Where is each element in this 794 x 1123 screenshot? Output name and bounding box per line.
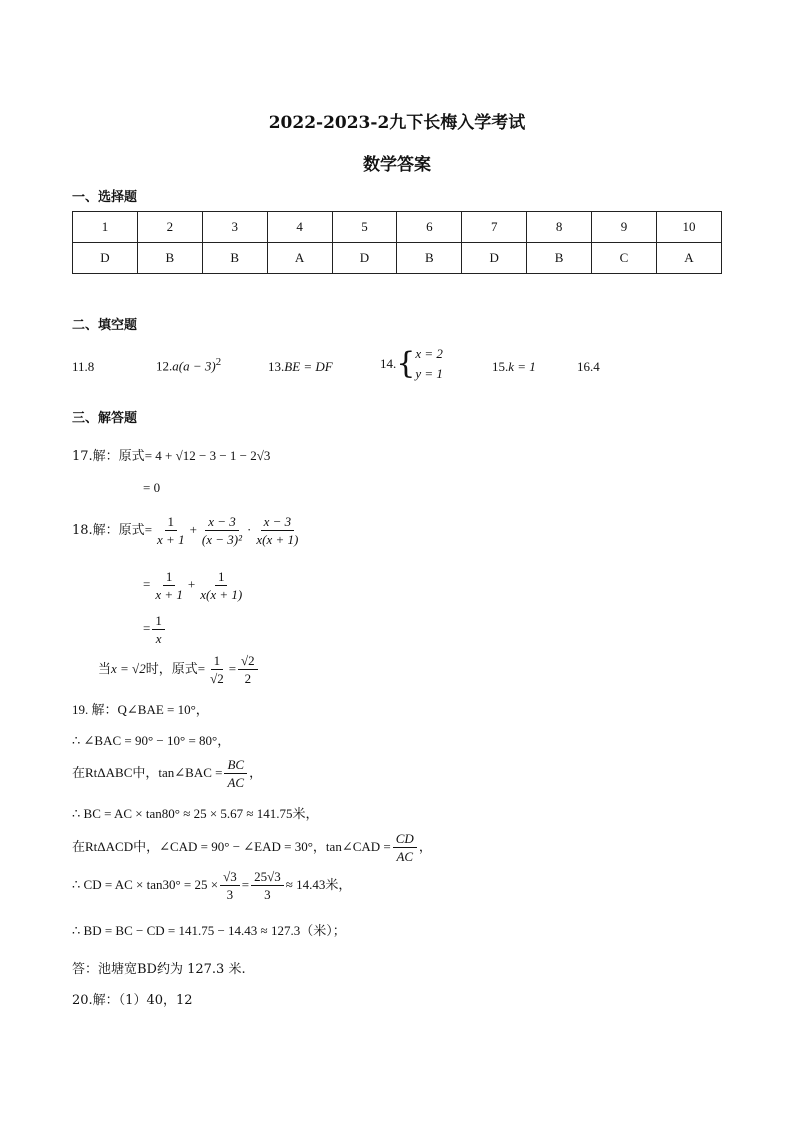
q17-line-2: = 0 (143, 480, 161, 495)
answer-14-label: 14. (380, 356, 397, 371)
frac-den: x + 1 (157, 532, 185, 547)
q19-line-5 (72, 830, 432, 865)
table-cell: A (267, 243, 332, 274)
answer-13 (268, 359, 333, 375)
answer-14 (380, 344, 443, 384)
table-cell: 5 (332, 212, 397, 243)
frac-den: √2 (210, 671, 224, 686)
frac-den: x (155, 631, 162, 646)
table-cell: 8 (527, 212, 592, 243)
q18-line-4: 当x = √2时，原式= $\frac{1}{√2}$ = $\frac{√2}{2}$ (98, 652, 260, 687)
frac-num: 1 (215, 568, 228, 586)
page-title: 2022-2023-2九下长梅入学考试 (268, 113, 526, 133)
section-heading-fill: 二、填空题 (72, 318, 138, 333)
q18-shi: 时，原式 (145, 662, 198, 677)
frac-num: CD (393, 830, 417, 848)
answer-12-label: 12. (156, 358, 173, 374)
frac-den: x + 1 (155, 587, 183, 602)
answer-15-expr: k = 1 (508, 359, 536, 374)
q17-expr: = 4 + √12 − 3 − 1 − 2√3 (144, 448, 271, 463)
q19-answer: 答：池塘宽BD约为 127.3 米. (72, 962, 246, 977)
answer-12-expr: a(a − 3) (172, 358, 216, 374)
table-cell: C (592, 243, 657, 274)
table-cell: 7 (462, 212, 527, 243)
page-subtitle: 数学答案 (363, 155, 431, 175)
table-cell: B (397, 243, 462, 274)
table-cell: A (656, 243, 721, 274)
table-cell: D (332, 243, 397, 274)
frac-den: AC (227, 775, 245, 790)
frac-num: x − 3 (261, 513, 295, 531)
table-cell: 6 (397, 212, 462, 243)
q19-line-1: 19. 解：Q∠BAE = 10°， (72, 702, 209, 717)
frac-num: x − 3 (205, 513, 239, 531)
answer-15-label: 15. (492, 359, 509, 374)
answer-16: 16.4 (577, 359, 600, 374)
frac-num: 25√3 (251, 868, 284, 886)
frac-den: AC (396, 849, 414, 864)
q18-when: 当 (98, 662, 112, 677)
q18-label: 18.解：原式 (72, 523, 145, 538)
answer-13-expr: BE = DF (284, 359, 333, 374)
frac-num: 1 (211, 652, 224, 670)
frac-num: √2 (238, 652, 258, 670)
q17-line-1 (72, 445, 270, 464)
answer-11: 11.8 (72, 359, 95, 374)
frac-den: 3 (264, 887, 271, 902)
q19-line-5-text: 在RtΔACD中，∠CAD = 90° − ∠EAD = 30°，tan∠CAD = (72, 839, 391, 854)
table-cell: D (73, 243, 138, 274)
frac-den: x(x + 1) (200, 587, 243, 602)
frac-den: 2 (244, 671, 252, 686)
table-cell: 10 (656, 212, 721, 243)
answer-14-x: x = 2 (415, 346, 443, 361)
frac-den: 3 (226, 887, 234, 902)
q20-line-1: 20.解：（1）40，12 (72, 993, 193, 1008)
answer-13-label: 13. (268, 359, 285, 374)
q17-label: 17.解：原式 (72, 449, 145, 464)
q18-line-1: 18.解：原式= $\frac{1}{x + 1}$ + $\frac{x - 3}{\text{(x − 3)²}}$ · $\frac{x - 3}{x(x + 1)}$ (72, 513, 303, 548)
table-cell: B (137, 243, 202, 274)
q19-line-7: ∴ BD = BC − CD = 141.75 − 14.43 ≈ 127.3（米）； (72, 923, 346, 938)
section-heading-choice: 一、选择题 (72, 190, 138, 205)
brace-icon: { (396, 346, 416, 381)
section-heading-solve: 三、解答题 (72, 411, 138, 426)
q19-line-2: ∴ ∠BAC = 90° − 10° = 80°， (72, 733, 231, 748)
table-row-numbers (73, 212, 722, 243)
answer-15 (492, 359, 536, 375)
table-cell: B (527, 243, 592, 274)
frac-den: (x − 3)² (201, 532, 243, 547)
frac-den: x(x + 1) (256, 532, 299, 547)
q18-line-2: = $\frac{1}{x + 1}$ + $\frac{1}{x(x + 1)}$ (143, 568, 247, 603)
table-cell: 4 (267, 212, 332, 243)
q18-line-3: = $\frac{1}{x}$ (143, 612, 167, 647)
frac-num: BC (224, 756, 247, 774)
q19-line-6-end: ≈ 14.43米， (285, 877, 352, 892)
frac-num: 1 (163, 568, 176, 586)
q19-line-4: ∴ BC = AC × tan80° ≈ 25 × 5.67 ≈ 141.75米， (72, 806, 319, 821)
frac-num: 1 (152, 612, 165, 630)
frac-num: 1 (165, 513, 178, 531)
answer-12-exp: 2 (215, 356, 222, 368)
table-cell: D (462, 243, 527, 274)
answer-table (72, 211, 722, 274)
frac-num: √3 (220, 868, 240, 886)
q18-xval: x = √2 (111, 661, 146, 676)
q19-line-6: ∴ CD = AC × tan30° = 25 × $\frac{√3}{3}$ = $\frac{25√3}{3}$ ≈ 14.43米， (72, 869, 352, 902)
table-row-answers (73, 243, 722, 274)
table-cell: 1 (73, 212, 138, 243)
q19-line-6-text: ∴ CD = AC × tan30° = 25 × (72, 877, 219, 892)
answer-12 (156, 356, 221, 374)
q19-line-5-end: ， (418, 840, 432, 855)
q19-line-3-text: 在RtΔABC中，tan∠BAC = (72, 765, 223, 780)
q19-line-3-end: ， (249, 766, 263, 781)
q19-line-3 (72, 756, 262, 791)
table-cell: B (202, 243, 267, 274)
table-cell: 2 (137, 212, 202, 243)
table-cell: 9 (592, 212, 657, 243)
table-cell: 3 (202, 212, 267, 243)
answer-14-y: y = 1 (415, 366, 443, 381)
